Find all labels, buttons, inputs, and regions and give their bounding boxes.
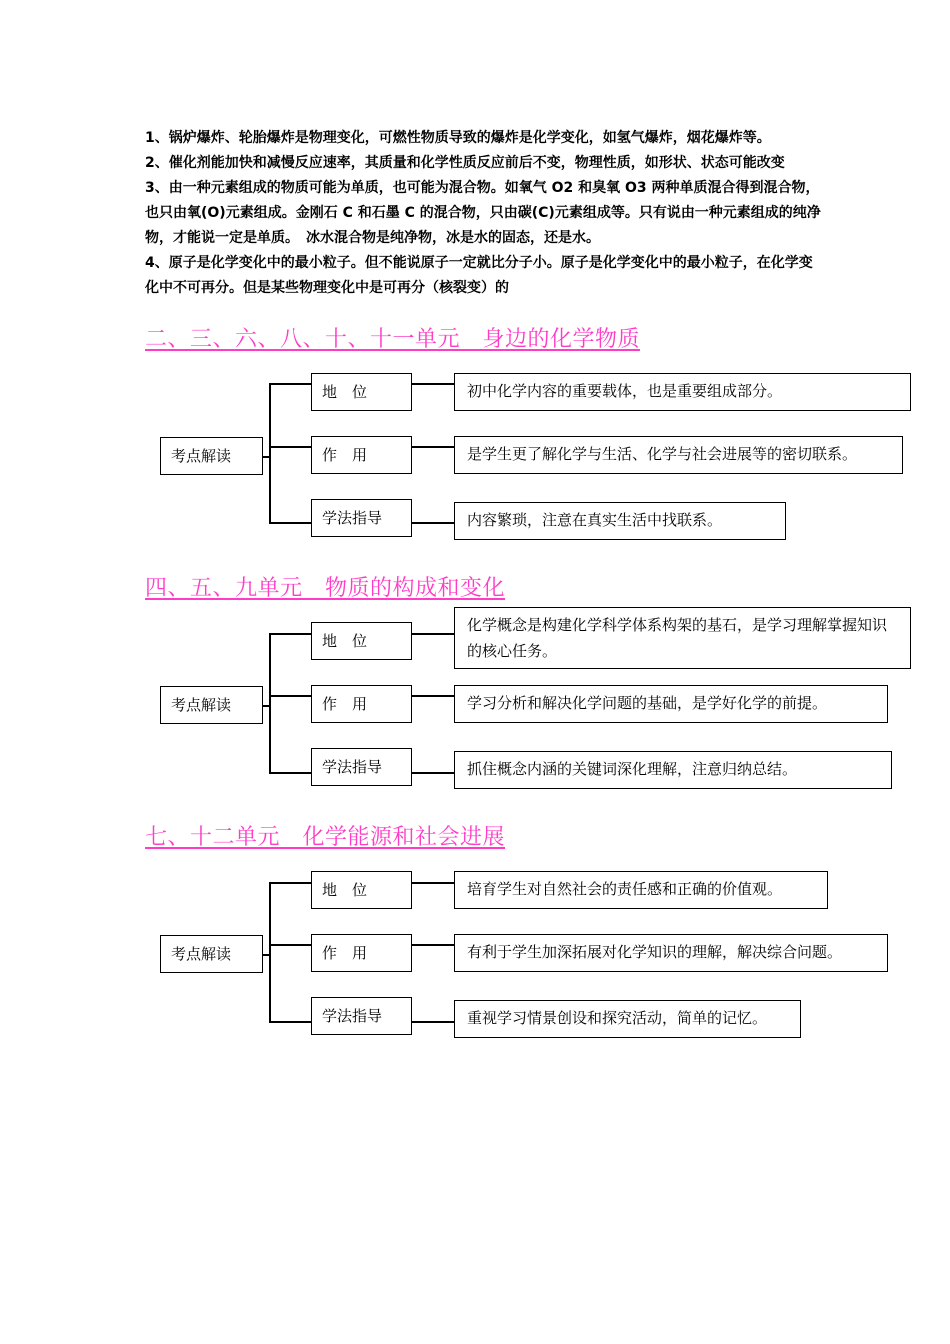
connector — [412, 383, 454, 385]
connector — [269, 633, 311, 635]
section-2-branch-2-text: 学习分析和解决化学问题的基础，是学好化学的前提。 — [454, 685, 888, 723]
connector — [412, 944, 454, 946]
section-3-heading: 七、十二单元 化学能源和社会进展 — [145, 825, 506, 850]
connector — [412, 522, 454, 524]
section-1-branch-1-text: 初中化学内容的重要载体，也是重要组成部分。 — [454, 373, 911, 411]
section-2-branch-1-text: 化学概念是构建化学科学体系构架的基石，是学习理解掌握知识的核心任务。 — [454, 607, 911, 669]
section-3-branch-1-text: 培育学生对自然社会的责任感和正确的价值观。 — [454, 871, 828, 909]
connector — [269, 882, 271, 1022]
section-1-heading: 二、三、六、八、十、十一单元 身边的化学物质 — [145, 327, 641, 352]
connector — [269, 446, 311, 448]
connector — [412, 1021, 454, 1023]
section-1-branch-1-label: 地 位 — [311, 373, 412, 411]
connector — [269, 633, 271, 773]
connector — [269, 882, 311, 884]
section-3-branch-3-text: 重视学习情景创设和探究活动，简单的记忆。 — [454, 1000, 801, 1038]
connector — [412, 882, 454, 884]
section-1-branch-2-label: 作 用 — [311, 436, 412, 474]
connector — [412, 772, 454, 774]
connector — [269, 772, 311, 774]
section-1-branch-3-label: 学法指导 — [311, 499, 412, 537]
connector — [269, 383, 271, 523]
section-2-branch-3-text: 抓住概念内涵的关键词深化理解，注意归纳总结。 — [454, 751, 892, 789]
notes-block — [145, 126, 825, 301]
section-2-heading: 四、五、九单元 物质的构成和变化 — [145, 576, 506, 601]
connector — [269, 522, 311, 524]
note-1: 1、锅炉爆炸、轮胎爆炸是物理变化，可燃性物质导致的爆炸是化学变化，如氢气爆炸，烟花爆炸等。 — [145, 130, 771, 146]
section-1-root-box: 考点解读 — [160, 437, 263, 475]
section-2-branch-1-label: 地 位 — [311, 622, 412, 660]
note-4: 4、原子是化学变化中的最小粒子。但不能说原子一定就比分子小。原子是化学变化中的最小粒子，在化学变化中不可再分。但是某些物理变化中是可再分（核裂变）的 — [145, 255, 813, 296]
connector — [269, 1021, 311, 1023]
connector — [412, 633, 454, 635]
section-1-branch-2-text: 是学生更了解化学与生活、化学与社会进展等的密切联系。 — [454, 436, 903, 474]
section-2-branch-3-label: 学法指导 — [311, 748, 412, 786]
section-1-branch-3-text: 内容繁琐，注意在真实生活中找联系。 — [454, 502, 786, 540]
section-3-branch-3-label: 学法指导 — [311, 997, 412, 1035]
connector — [412, 695, 454, 697]
section-3-branch-2-text: 有利于学生加深拓展对化学知识的理解，解决综合问题。 — [454, 934, 888, 972]
section-3-branch-1-label: 地 位 — [311, 871, 412, 909]
section-2-root-box: 考点解读 — [160, 686, 263, 724]
section-2-branch-2-label: 作 用 — [311, 685, 412, 723]
connector — [269, 383, 311, 385]
connector — [269, 695, 311, 697]
note-3: 3、由一种元素组成的物质可能为单质，也可能为混合物。如氧气 O2 和臭氧 O3 两种单质混合得到混合物，也只由氧(O)元素组成。金刚石 C 和石墨 C 的混合物，只由碳(C)元素组成等。只有说由一种元素组成的纯净物，才能说一定是单质。 冰水混合物是纯净物，冰是水的固态，还是水。 — [145, 180, 821, 246]
note-2: 2、催化剂能加快和减慢反应速率，其质量和化学性质反应前后不变，物理性质，如形状、状态可能改变 — [145, 155, 785, 171]
section-3-root-box: 考点解读 — [160, 935, 263, 973]
section-3-branch-2-label: 作 用 — [311, 934, 412, 972]
connector — [412, 446, 454, 448]
connector — [269, 944, 311, 946]
